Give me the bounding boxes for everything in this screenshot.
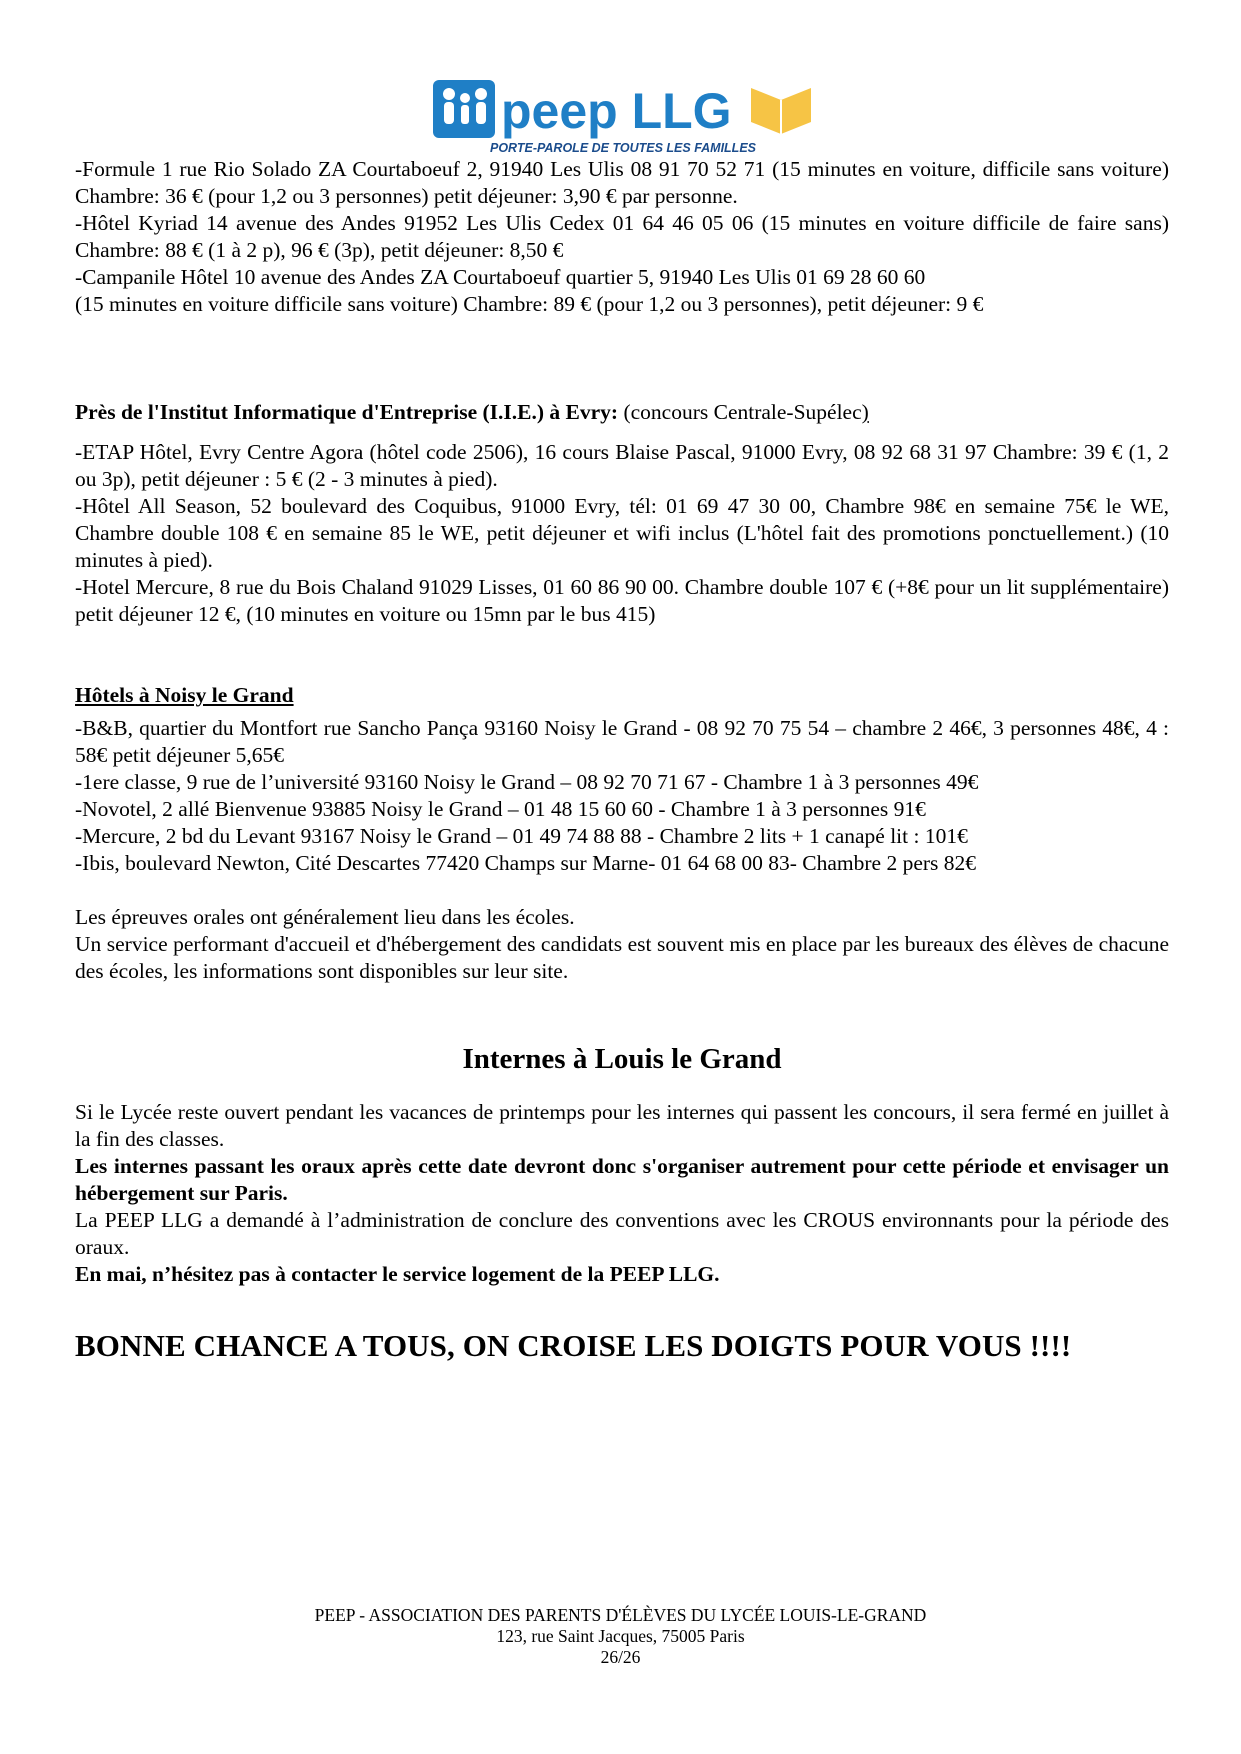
evry-heading-contest: (concours Centrale-Supélec — [618, 400, 862, 424]
orals-line-1: Les épreuves orales ont généralement lieu dans les écoles. — [75, 905, 575, 929]
hotels-evry — [75, 439, 1169, 628]
hotel-all-season: -Hôtel All Season, 52 boulevard des Coquibus, 91000 Evry, tél: 01 69 47 30 00, Chambre 98€ en semaine 75€ le WE, Chambre double 108 € en semaine 85 le WE, petit déjeuner et wifi inclus (L'hôtel fait des promotions ponctuellement.) (10 minutes à pied). — [75, 494, 1169, 572]
page-number: 26/26 — [600, 1647, 641, 1667]
hotel-campanile-details: (15 minutes en voiture difficile sans voiture) Chambre: 89 € (pour 1,2 ou 3 personnes), petit déjeuner: 9 € — [75, 292, 984, 316]
document-body — [75, 156, 1169, 1364]
hotel-campanile: -Campanile Hôtel 10 avenue des Andes ZA Courtaboeuf quartier 5, 91940 Les Ulis 01 69 28 60 60 — [75, 265, 926, 289]
hotel-ibis: -Ibis, boulevard Newton, Cité Descartes 77420 Champs sur Marne- 01 64 68 00 83- Chambre 2 pers 82€ — [75, 851, 977, 875]
hotels-les-ulis — [75, 156, 1169, 318]
internes-p4: En mai, n’hésitez pas à contacter le service logement de la PEEP LLG. — [75, 1262, 720, 1286]
noisy-heading: Hôtels à Noisy le Grand — [75, 683, 294, 707]
svg-text:peep LLG: peep LLG — [501, 83, 732, 139]
internes-section — [75, 1099, 1169, 1288]
svg-text:PORTE-PAROLE DE TOUTES LES FAM: PORTE-PAROLE DE TOUTES LES FAMILLES — [490, 141, 756, 155]
page-footer — [0, 1605, 1241, 1668]
internes-title: Internes à Louis le Grand — [462, 1043, 782, 1075]
hotel-mercure-noisy: -Mercure, 2 bd du Levant 93167 Noisy le Grand – 01 49 74 88 88 - Chambre 2 lits + 1 canapé lit : 101€ — [75, 824, 968, 848]
evry-heading-bold: Près de l'Institut Informatique d'Entreprise (I.I.E.) à Evry: — [75, 400, 619, 424]
footer-association: PEEP - ASSOCIATION DES PARENTS D'ÉLÈVES DU LYCÉE LOUIS-LE-GRAND — [314, 1605, 927, 1625]
evry-heading-paren: ) — [861, 400, 869, 424]
hotel-novotel: -Novotel, 2 allé Bienvenue 93885 Noisy le Grand – 01 48 15 60 60 - Chambre 1 à 3 personnes 91€ — [75, 797, 926, 821]
orals-info — [75, 904, 1169, 985]
hotel-mercure-lisses: -Hotel Mercure, 8 rue du Bois Chaland 91029 Lisses, 01 60 86 90 00. Chambre double 107 € (+8€ pour un lit supplémentaire) petit déjeuner 12 €, (10 minutes en voiture ou 15mn par le bus 415) — [75, 575, 1169, 626]
internes-p1: Si le Lycée reste ouvert pendant les vacances de printemps pour les internes qui passent les concours, il sera fermé en juillet à la fin des classes. — [75, 1100, 1169, 1151]
hotel-1ere-classe: -1ere classe, 9 rue de l’université 93160 Noisy le Grand – 08 92 70 71 67 - Chambre 1 à 3 personnes 49€ — [75, 770, 979, 794]
hotels-noisy — [75, 715, 1169, 877]
footer-address: 123, rue Saint Jacques, 75005 Paris — [496, 1626, 745, 1646]
hotel-formule1: -Formule 1 rue Rio Solado ZA Courtaboeuf 2, 91940 Les Ulis 08 91 70 52 71 (15 minutes en voiture, difficile sans voiture) Chambre: 36 € (pour 1,2 ou 3 personnes) petit déjeuner: 3,90 € par personne. — [75, 157, 1169, 208]
internes-p3: La PEEP LLG a demandé à l’administration de conclure des conventions avec les CROUS environnants pour la période des oraux. — [75, 1208, 1169, 1259]
internes-p2: Les internes passant les oraux après cette date devront donc s'organiser autrement pour cette période et envisager un hébergement sur Paris. — [75, 1154, 1169, 1205]
closing-message: BONNE CHANCE A TOUS, ON CROISE LES DOIGTS POUR VOUS !!!! — [75, 1328, 1072, 1363]
evry-heading — [75, 399, 1169, 426]
hotel-etap: -ETAP Hôtel, Evry Centre Agora (hôtel code 2506), 16 cours Blaise Pascal, 91000 Evry, 08 92 68 31 97 Chambre: 39 € (1, 2 ou 3p), petit déjeuner : 5 € (2 - 3 minutes à pied). — [75, 440, 1169, 491]
hotel-kyriad: -Hôtel Kyriad 14 avenue des Andes 91952 Les Ulis Cedex 01 64 46 05 06 (15 minutes en voiture difficile de faire sans) Chambre: 88 € (1 à 2 p), 96 € (3p), petit déjeuner: 8,50 € — [75, 211, 1169, 262]
hotel-bb: -B&B, quartier du Montfort rue Sancho Pança 93160 Noisy le Grand - 08 92 70 75 54 – chambre 2 46€, 3 personnes 48€, 4 : 58€ petit déjeuner 5,65€ — [75, 716, 1169, 767]
peep-llg-logo — [433, 78, 813, 156]
orals-line-2: Un service performant d'accueil et d'hébergement des candidats est souvent mis en place par les bureaux des élèves de chacune des écoles, les informations sont disponibles sur leur site. — [75, 932, 1169, 983]
